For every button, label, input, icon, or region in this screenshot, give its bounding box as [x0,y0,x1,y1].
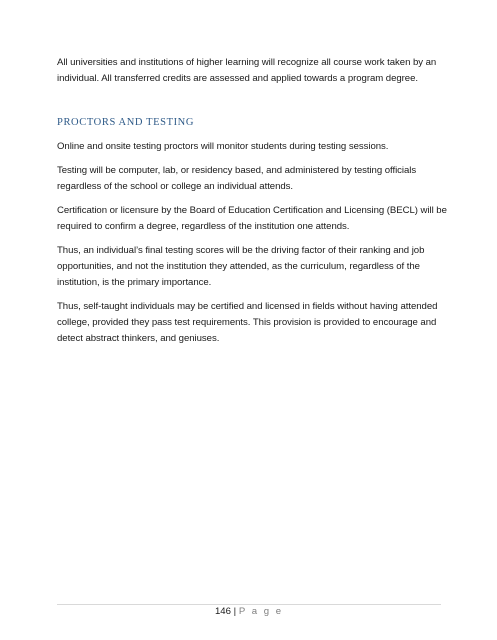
intro-paragraph: All universities and institutions of higher learning will recognize all course work taken by an individual. All transferred credits are assessed and applied towards a program degree. [57,57,437,84]
page-label: P a g e [238,606,284,617]
page-content [57,55,447,347]
footer-separator: | [233,606,237,617]
section-paragraph-4: Thus, an individual’s final testing scores will be the driving factor of their ranking and job opportunities, and not the institution they attended, as the curriculum, regardless of the institution, is the primary importance. [57,244,425,288]
section-paragraph-5: Thus, self-taught individuals may be certified and licensed in fields without having attended college, provided they pass test requirements. This provision is provided to encourage and detect abstract thinkers, and geniuses. [57,300,438,344]
section-heading: PROCTORS AND TESTING [57,117,195,128]
section-paragraph-3: Certification or licensure by the Board of Education Certification and Licensing (BECL) will be required to confirm a degree, regardless of the institution one attends. [57,204,447,232]
section-paragraph-1: Online and onsite testing proctors will monitor students during testing sessions. [57,140,389,152]
page-number: 146 [214,606,231,617]
section-paragraph-2: Testing will be computer, lab, or residency based, and administered by testing officials regardless of the school or college an individual attends. [57,164,417,192]
page-footer [57,605,441,619]
